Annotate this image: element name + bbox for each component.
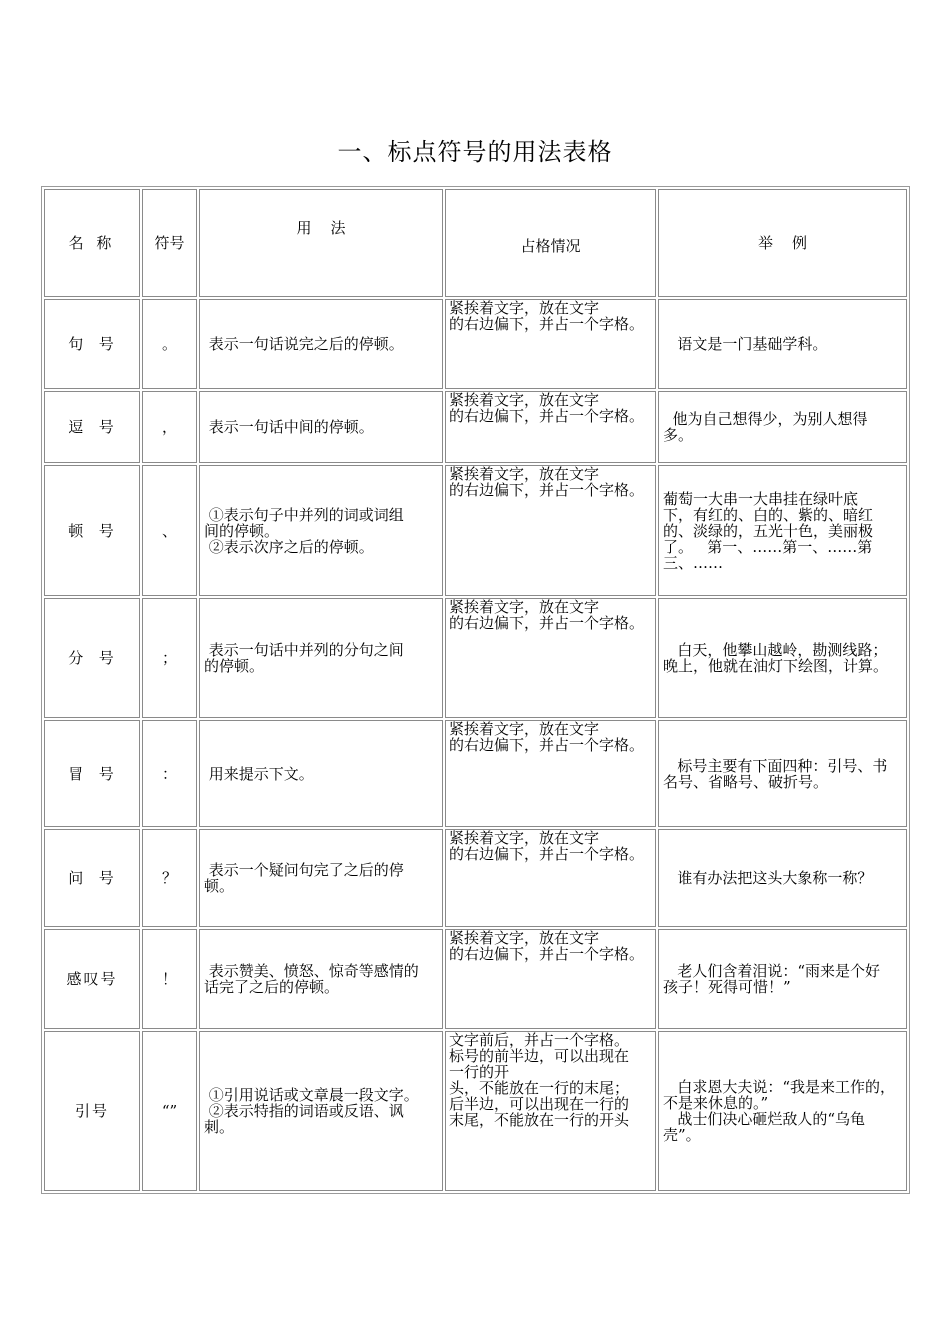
table-row <box>44 1031 907 1191</box>
punctuation-table <box>41 186 910 1194</box>
table-row <box>44 829 907 927</box>
punctuation-symbol: ； <box>142 598 197 718</box>
usage-cell <box>199 929 443 1029</box>
text-line: 孩子！死得可惜！” <box>663 978 791 996</box>
text-line: 不是来休息的。” <box>663 1094 769 1112</box>
header-symbol: 符号 <box>142 189 197 297</box>
table-row <box>44 598 907 718</box>
example-cell <box>658 391 907 463</box>
text-line: 标号主要有下面四种：引号、书 <box>663 756 888 775</box>
punctuation-name: 句 号 <box>44 299 140 389</box>
table-row <box>44 391 907 463</box>
text-line: 谁有办法把这头大象称一称？ <box>663 869 873 887</box>
text-line: ②表示特指的词语或反语、讽 <box>204 1102 404 1120</box>
text-line: 下，有红的、白的、紫的、暗红 <box>663 505 874 524</box>
example-cell <box>658 465 907 596</box>
text-line: 壳”。 <box>663 1126 701 1144</box>
text-line: 文字前后，并占一个字格。 <box>449 1031 630 1049</box>
text-line: 间的停顿。 <box>204 521 280 540</box>
position-cell <box>445 929 656 1029</box>
text-line: 名号、省略号、破折号。 <box>663 772 829 791</box>
text-line: 他为自己想得少，为别人想得 <box>663 410 868 428</box>
text-line: 的右边偏下，并占一个字格。 <box>449 736 645 754</box>
text-line: 的停顿。 <box>204 657 265 675</box>
punctuation-name: 感叹号 <box>44 929 140 1029</box>
text-line: ①表示句子中并列的词或词组 <box>204 505 404 524</box>
text-line: 语文是一门基础学科。 <box>663 335 828 353</box>
punctuation-symbol: ： <box>142 720 197 827</box>
usage-cell <box>199 465 443 596</box>
text-line: 紧挨着文字，放在文字 <box>449 391 600 409</box>
header-name: 名 称 <box>44 189 140 297</box>
position-cell <box>445 299 656 389</box>
page-title: 一、标点符号的用法表格 <box>337 138 613 166</box>
text-line: 刺。 <box>204 1118 235 1136</box>
header-row <box>44 189 907 297</box>
punctuation-symbol: ， <box>142 391 197 463</box>
position-cell <box>445 720 656 827</box>
text-line: ①引用说话或文章晨一段文字。 <box>204 1086 419 1104</box>
text-line: 战士们决心砸烂敌人的“乌龟 <box>663 1110 865 1128</box>
text-line: 的右边偏下，并占一个字格。 <box>449 481 645 499</box>
text-line: 末尾，不能放在一行的开头 <box>449 1111 630 1129</box>
text-line: 标号的前半边，可以出现在 <box>449 1047 630 1065</box>
text-line: 紧挨着文字，放在文字 <box>449 299 600 317</box>
text-line: 多。 <box>663 426 694 444</box>
punctuation-symbol: 、 <box>142 465 197 596</box>
table-row <box>44 299 907 389</box>
text-line: 了。 第一、……第一、……第 <box>663 537 873 556</box>
position-cell <box>445 1031 656 1191</box>
table-row <box>44 929 907 1029</box>
text-line: 紧挨着文字，放在文字 <box>449 598 600 616</box>
table-row <box>44 720 907 827</box>
punctuation-symbol: “” <box>142 1031 197 1191</box>
usage-cell <box>199 391 443 463</box>
text-line: 的右边偏下，并占一个字格。 <box>449 845 645 863</box>
text-line: 晚上，他就在油灯下绘图，计算。 <box>663 657 889 675</box>
header-usage: 用 法 <box>199 189 443 297</box>
text-line: 白求恩大夫说：“我是来工作的， <box>663 1078 895 1096</box>
text-line: 表示一句话中并列的分句之间 <box>204 641 404 659</box>
position-cell <box>445 391 656 463</box>
position-cell <box>445 598 656 718</box>
text-line: 紧挨着文字，放在文字 <box>449 929 600 947</box>
usage-cell <box>199 598 443 718</box>
text-line: 葡萄一大串一大串挂在绿叶底 <box>663 489 859 508</box>
punctuation-name: 分 号 <box>44 598 140 718</box>
text-line: 紧挨着文字，放在文字 <box>449 829 600 847</box>
position-cell <box>445 829 656 927</box>
text-line: 紧挨着文字，放在文字 <box>449 465 600 483</box>
text-line: 表示一句话说完之后的停顿。 <box>204 335 404 353</box>
text-line: 的、淡绿的，五光十色，美丽极 <box>663 521 874 540</box>
text-line: 头，不能放在一行的末尾； <box>449 1079 630 1097</box>
text-line: 老人们含着泪说：“雨来是个好 <box>663 962 880 980</box>
text-line: 的右边偏下，并占一个字格。 <box>449 945 645 963</box>
text-line: 话完了之后的停顿。 <box>204 978 340 996</box>
text-line: 顿。 <box>204 877 235 895</box>
text-line: 白天，他攀山越岭，勘测线路； <box>663 641 888 659</box>
usage-cell <box>199 720 443 827</box>
punctuation-name: 逗 号 <box>44 391 140 463</box>
punctuation-name: 问 号 <box>44 829 140 927</box>
table-row <box>44 465 907 596</box>
example-cell <box>658 720 907 827</box>
example-cell <box>658 1031 907 1191</box>
text-line: ②表示次序之后的停顿。 <box>204 537 374 556</box>
text-line: 紧挨着文字，放在文字 <box>449 720 600 738</box>
text-line: 三、…… <box>663 553 724 572</box>
usage-cell <box>199 1031 443 1191</box>
text-line: 的右边偏下，并占一个字格。 <box>449 614 645 632</box>
header-example: 举 例 <box>658 189 907 297</box>
punctuation-name: 顿 号 <box>44 465 140 596</box>
text-line: 用来提示下文。 <box>204 764 314 783</box>
position-cell <box>445 465 656 596</box>
text-line: 表示一个疑问句完了之后的停 <box>204 861 404 879</box>
text-line: 一行的开 <box>449 1063 510 1081</box>
text-line: 后半边，可以出现在一行的 <box>449 1095 630 1113</box>
punctuation-name: 冒 号 <box>44 720 140 827</box>
usage-cell <box>199 829 443 927</box>
text-line: 表示赞美、愤怒、惊奇等感情的 <box>204 962 419 980</box>
text-line: 表示一句话中间的停顿。 <box>204 418 374 436</box>
text-line: 的右边偏下，并占一个字格。 <box>449 407 645 425</box>
usage-cell <box>199 299 443 389</box>
punctuation-symbol: ！ <box>142 929 197 1029</box>
punctuation-name: 引号 <box>44 1031 140 1191</box>
punctuation-symbol: 。 <box>142 299 197 389</box>
text-line: 的右边偏下，并占一个字格。 <box>449 315 645 333</box>
example-cell <box>658 829 907 927</box>
example-cell <box>658 299 907 389</box>
punctuation-symbol: ？ <box>142 829 197 927</box>
example-cell <box>658 929 907 1029</box>
example-cell <box>658 598 907 718</box>
header-position: 占格情况 <box>445 189 656 297</box>
